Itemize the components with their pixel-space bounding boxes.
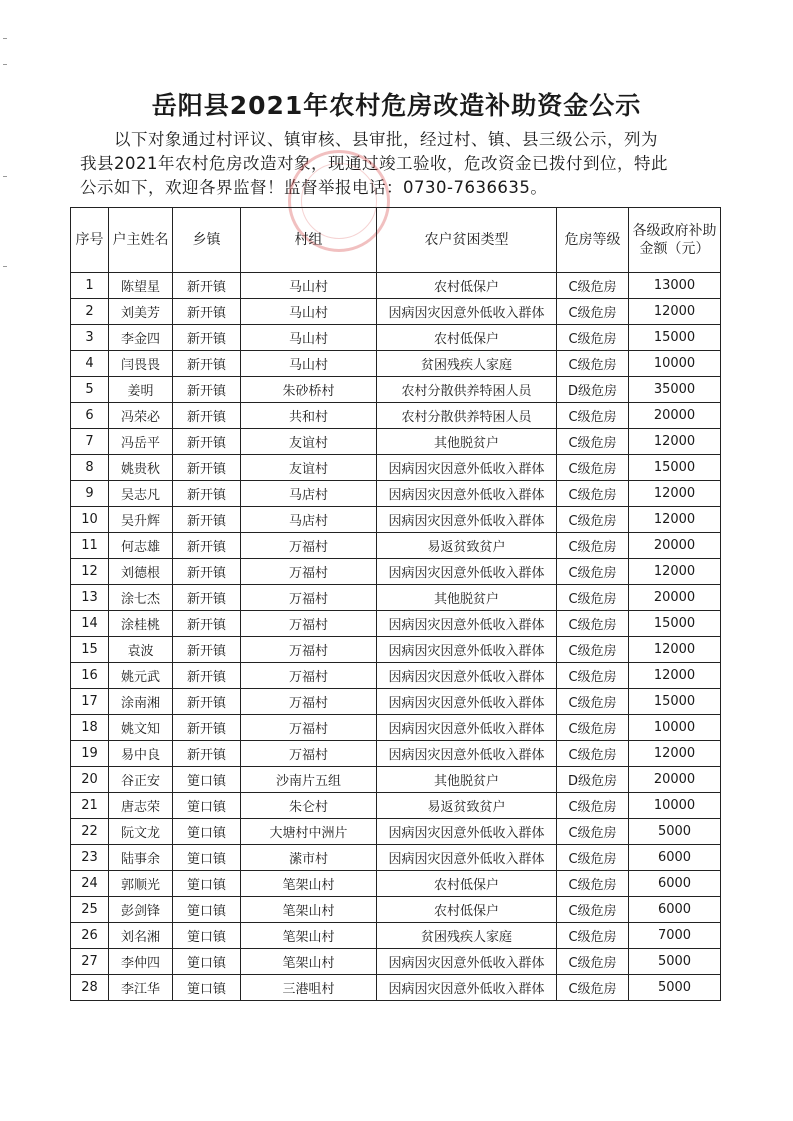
cell-amount: 12000 [629,507,721,533]
cell-poverty-type: 其他脱贫户 [377,429,557,455]
cell-name: 唐志荣 [109,793,173,819]
cell-village: 笔架山村 [241,871,377,897]
cell-town: 筻口镇 [173,975,241,1001]
table-row [71,897,721,923]
cell-grade: C级危房 [557,949,629,975]
cell-town: 新开镇 [173,689,241,715]
cell-village: 万福村 [241,611,377,637]
table-header-row [71,208,721,273]
cell-name: 吴升辉 [109,507,173,533]
cell-village: 友谊村 [241,429,377,455]
cell-village: 笔架山村 [241,949,377,975]
cell-amount: 35000 [629,377,721,403]
cell-village: 万福村 [241,689,377,715]
table-row [71,325,721,351]
cell-name: 彭剑锋 [109,897,173,923]
intro-line: 公示如下，欢迎各界监督！监督举报电话：0730-7636635。 [80,178,548,197]
cell-poverty-type: 因病因灾因意外低收入群体 [377,715,557,741]
cell-seq: 17 [71,689,109,715]
cell-village: 万福村 [241,559,377,585]
cell-grade: C级危房 [557,429,629,455]
cell-seq: 4 [71,351,109,377]
cell-village: 朱砂桥村 [241,377,377,403]
cell-town: 新开镇 [173,637,241,663]
cell-name: 刘名湘 [109,923,173,949]
cell-amount: 15000 [629,325,721,351]
cell-village: 友谊村 [241,455,377,481]
cell-village: 笔架山村 [241,897,377,923]
cell-village: 马山村 [241,325,377,351]
cell-poverty-type: 因病因灾因意外低收入群体 [377,975,557,1001]
cell-town: 筻口镇 [173,793,241,819]
cell-amount: 20000 [629,585,721,611]
table-row [71,949,721,975]
cell-seq: 14 [71,611,109,637]
cell-village: 万福村 [241,637,377,663]
cell-poverty-type: 因病因灾因意外低收入群体 [377,949,557,975]
cell-town: 新开镇 [173,533,241,559]
table-row [71,871,721,897]
cell-poverty-type: 贫困残疾人家庭 [377,923,557,949]
cell-grade: C级危房 [557,611,629,637]
cell-grade: C级危房 [557,455,629,481]
cell-poverty-type: 贫困残疾人家庭 [377,351,557,377]
cell-name: 谷正安 [109,767,173,793]
cell-amount: 6000 [629,871,721,897]
cell-seq: 2 [71,299,109,325]
cell-grade: C级危房 [557,481,629,507]
cell-town: 筻口镇 [173,767,241,793]
cell-grade: C级危房 [557,845,629,871]
cell-town: 新开镇 [173,559,241,585]
table-row [71,689,721,715]
cell-seq: 6 [71,403,109,429]
table-row [71,845,721,871]
header-poverty-type: 农户贫困类型 [377,208,557,273]
cell-amount: 13000 [629,273,721,299]
cell-name: 易中良 [109,741,173,767]
intro-line: 以下对象通过村评议、镇审核、县审批，经过村、镇、县三级公示，列为 [114,130,658,149]
page-title: 岳阳县2021年农村危房改造补助资金公示 [151,91,642,120]
cell-seq: 20 [71,767,109,793]
cell-grade: C级危房 [557,325,629,351]
cell-seq: 1 [71,273,109,299]
cell-poverty-type: 易返贫致贫户 [377,793,557,819]
cell-village: 沙南片五组 [241,767,377,793]
cell-village: 潆市村 [241,845,377,871]
cell-amount: 15000 [629,689,721,715]
cell-poverty-type: 农村低保户 [377,325,557,351]
table-row [71,559,721,585]
cell-amount: 6000 [629,845,721,871]
cell-name: 刘美芳 [109,299,173,325]
cell-amount: 15000 [629,611,721,637]
table-row [71,663,721,689]
cell-seq: 5 [71,377,109,403]
cell-grade: C级危房 [557,637,629,663]
cell-amount: 12000 [629,429,721,455]
cell-grade: D级危房 [557,767,629,793]
cell-village: 大塘村中洲片 [241,819,377,845]
cell-grade: C级危房 [557,715,629,741]
cell-name: 姚贵秋 [109,455,173,481]
cell-seq: 7 [71,429,109,455]
cell-town: 新开镇 [173,351,241,377]
cell-town: 筻口镇 [173,819,241,845]
cell-name: 刘德根 [109,559,173,585]
cell-amount: 12000 [629,299,721,325]
cell-poverty-type: 其他脱贫户 [377,767,557,793]
header-village: 村组 [241,208,377,273]
cell-town: 新开镇 [173,663,241,689]
cell-name: 李江华 [109,975,173,1001]
scan-edge-mark [3,38,7,39]
cell-town: 筻口镇 [173,949,241,975]
header-grade: 危房等级 [557,208,629,273]
cell-poverty-type: 其他脱贫户 [377,585,557,611]
cell-grade: C级危房 [557,689,629,715]
cell-village: 马山村 [241,273,377,299]
cell-seq: 25 [71,897,109,923]
cell-grade: C级危房 [557,975,629,1001]
cell-amount: 12000 [629,481,721,507]
scan-edge-mark [3,266,7,267]
cell-seq: 16 [71,663,109,689]
table-row [71,793,721,819]
cell-grade: C级危房 [557,273,629,299]
cell-name: 涂桂桃 [109,611,173,637]
cell-name: 涂七杰 [109,585,173,611]
cell-grade: C级危房 [557,663,629,689]
cell-poverty-type: 因病因灾因意外低收入群体 [377,507,557,533]
cell-poverty-type: 因病因灾因意外低收入群体 [377,611,557,637]
cell-poverty-type: 农村低保户 [377,273,557,299]
cell-grade: C级危房 [557,299,629,325]
table-row [71,429,721,455]
cell-town: 筻口镇 [173,871,241,897]
cell-grade: C级危房 [557,533,629,559]
cell-seq: 22 [71,819,109,845]
table-row [71,741,721,767]
cell-name: 李金四 [109,325,173,351]
cell-seq: 10 [71,507,109,533]
cell-name: 冯岳平 [109,429,173,455]
table-row [71,923,721,949]
cell-town: 新开镇 [173,299,241,325]
cell-seq: 28 [71,975,109,1001]
cell-village: 马店村 [241,481,377,507]
cell-town: 新开镇 [173,403,241,429]
table-row [71,455,721,481]
cell-village: 万福村 [241,663,377,689]
cell-name: 闫畏畏 [109,351,173,377]
table-row [71,273,721,299]
cell-name: 姚文知 [109,715,173,741]
cell-seq: 11 [71,533,109,559]
cell-amount: 10000 [629,793,721,819]
intro-line: 我县2021年农村危房改造对象，现通过竣工验收，危改资金已拨付到位，特此 [80,154,668,173]
cell-grade: C级危房 [557,741,629,767]
cell-name: 李仲四 [109,949,173,975]
cell-grade: C级危房 [557,351,629,377]
cell-seq: 8 [71,455,109,481]
table-row [71,975,721,1001]
cell-amount: 12000 [629,663,721,689]
cell-amount: 6000 [629,897,721,923]
cell-poverty-type: 农村分散供养特困人员 [377,403,557,429]
table-row [71,767,721,793]
cell-seq: 12 [71,559,109,585]
cell-name: 冯荣必 [109,403,173,429]
cell-grade: C级危房 [557,559,629,585]
cell-seq: 21 [71,793,109,819]
cell-grade: C级危房 [557,897,629,923]
cell-poverty-type: 因病因灾因意外低收入群体 [377,481,557,507]
cell-village: 马山村 [241,299,377,325]
cell-name: 吴志凡 [109,481,173,507]
cell-name: 姚元武 [109,663,173,689]
cell-grade: C级危房 [557,403,629,429]
cell-poverty-type: 因病因灾因意外低收入群体 [377,559,557,585]
cell-poverty-type: 因病因灾因意外低收入群体 [377,299,557,325]
cell-town: 新开镇 [173,455,241,481]
cell-town: 新开镇 [173,507,241,533]
cell-village: 朱仑村 [241,793,377,819]
scan-edge-mark [3,176,7,177]
cell-name: 阮文龙 [109,819,173,845]
cell-grade: C级危房 [557,923,629,949]
cell-name: 陈望星 [109,273,173,299]
cell-amount: 5000 [629,949,721,975]
cell-town: 筻口镇 [173,923,241,949]
table-row [71,351,721,377]
cell-poverty-type: 因病因灾因意外低收入群体 [377,741,557,767]
cell-amount: 12000 [629,559,721,585]
header-seq: 序号 [71,208,109,273]
cell-village: 万福村 [241,585,377,611]
cell-grade: C级危房 [557,585,629,611]
table-row [71,585,721,611]
cell-poverty-type: 农村低保户 [377,897,557,923]
cell-poverty-type: 因病因灾因意外低收入群体 [377,637,557,663]
cell-name: 郭顺光 [109,871,173,897]
cell-name: 涂南湘 [109,689,173,715]
table-row [71,533,721,559]
cell-amount: 20000 [629,767,721,793]
cell-name: 何志雄 [109,533,173,559]
cell-village: 马山村 [241,351,377,377]
cell-name: 陆事余 [109,845,173,871]
cell-poverty-type: 因病因灾因意外低收入群体 [377,663,557,689]
cell-seq: 27 [71,949,109,975]
cell-grade: C级危房 [557,871,629,897]
cell-village: 马店村 [241,507,377,533]
header-town: 乡镇 [173,208,241,273]
cell-poverty-type: 农村分散供养特困人员 [377,377,557,403]
table-row [71,403,721,429]
header-amount: 各级政府补助金额（元） [629,208,721,273]
cell-amount: 20000 [629,533,721,559]
cell-amount: 20000 [629,403,721,429]
cell-poverty-type: 因病因灾因意外低收入群体 [377,845,557,871]
table-row [71,637,721,663]
header-name: 户主姓名 [109,208,173,273]
cell-town: 筻口镇 [173,897,241,923]
cell-grade: C级危房 [557,507,629,533]
cell-grade: C级危房 [557,819,629,845]
cell-seq: 3 [71,325,109,351]
cell-town: 新开镇 [173,611,241,637]
cell-amount: 10000 [629,715,721,741]
cell-town: 筻口镇 [173,845,241,871]
cell-seq: 23 [71,845,109,871]
table-row [71,299,721,325]
table-row [71,819,721,845]
cell-amount: 10000 [629,351,721,377]
cell-town: 新开镇 [173,741,241,767]
table-row [71,715,721,741]
scan-edge-mark [3,64,7,65]
cell-town: 新开镇 [173,273,241,299]
cell-name: 姜明 [109,377,173,403]
cell-town: 新开镇 [173,715,241,741]
table-row [71,481,721,507]
table-row [71,611,721,637]
cell-seq: 19 [71,741,109,767]
cell-village: 万福村 [241,533,377,559]
cell-town: 新开镇 [173,325,241,351]
cell-seq: 26 [71,923,109,949]
table-row [71,377,721,403]
subsidy-table [70,207,721,1001]
cell-poverty-type: 因病因灾因意外低收入群体 [377,819,557,845]
cell-poverty-type: 因病因灾因意外低收入群体 [377,689,557,715]
intro-paragraph [80,128,720,200]
cell-village: 三港咀村 [241,975,377,1001]
cell-grade: C级危房 [557,793,629,819]
cell-grade: D级危房 [557,377,629,403]
cell-seq: 13 [71,585,109,611]
cell-town: 新开镇 [173,585,241,611]
cell-poverty-type: 农村低保户 [377,871,557,897]
cell-amount: 15000 [629,455,721,481]
cell-poverty-type: 易返贫致贫户 [377,533,557,559]
cell-village: 共和村 [241,403,377,429]
cell-seq: 24 [71,871,109,897]
cell-town: 新开镇 [173,481,241,507]
cell-town: 新开镇 [173,429,241,455]
cell-village: 万福村 [241,741,377,767]
cell-amount: 12000 [629,637,721,663]
cell-town: 新开镇 [173,377,241,403]
table-row [71,507,721,533]
cell-village: 笔架山村 [241,923,377,949]
cell-amount: 12000 [629,741,721,767]
cell-name: 袁波 [109,637,173,663]
cell-amount: 7000 [629,923,721,949]
cell-seq: 9 [71,481,109,507]
cell-seq: 18 [71,715,109,741]
cell-poverty-type: 因病因灾因意外低收入群体 [377,455,557,481]
cell-village: 万福村 [241,715,377,741]
cell-amount: 5000 [629,975,721,1001]
cell-seq: 15 [71,637,109,663]
cell-amount: 5000 [629,819,721,845]
